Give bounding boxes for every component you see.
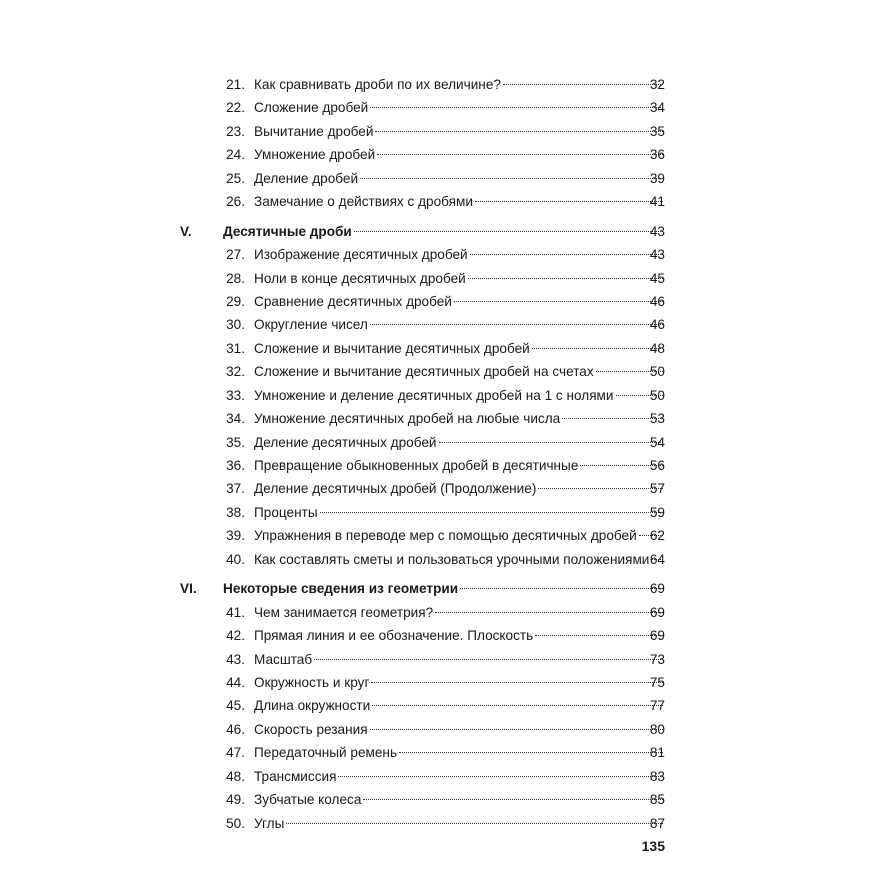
toc-entry-number: 21. [226,77,245,92]
toc-entry-number: 30. [226,317,245,333]
toc-entry [0,671,887,694]
toc-entry-title: Окружность и круг [254,674,370,690]
toc-entry [0,765,887,788]
toc-entry-title: Сравнение десятичных дробей [254,293,452,309]
toc-entry-number: 28. [226,270,245,286]
toc-entry-title: Ноли в конце десятичных дробей [254,270,466,286]
toc-entry-page: 48 [649,340,665,356]
toc-entry-leader [254,243,665,266]
dot-leader [454,301,663,302]
dot-leader [375,131,663,132]
table-of-contents [0,73,887,835]
toc-entry-number: 23. [226,123,245,139]
toc-entry-number: 43. [226,651,245,667]
toc-entry-number: 29. [226,293,245,309]
toc-entry-leader [254,407,665,430]
toc-entry-leader [254,431,665,454]
toc-entry-title: Десятичные дроби [223,223,352,239]
toc-entry-leader [254,360,665,383]
toc-entry-page: 69 [649,581,665,597]
toc-entry-page: 50 [649,364,665,380]
toc-entry-page: 32 [649,77,665,92]
toc-entry [0,501,887,524]
toc-entry-number: 44. [226,674,245,690]
toc-entry-leader [254,648,665,671]
toc-entry-title: Как составлять сметы и пользоваться урочными положениями [254,551,650,567]
toc-entry-leader [254,524,665,547]
dot-leader [370,107,663,108]
toc-entry [0,120,887,143]
toc-entry-leader [254,454,665,477]
dot-leader [354,231,663,232]
toc-entry-page: 85 [649,792,665,808]
dot-leader [538,488,663,489]
dot-leader [363,799,663,800]
toc-entry-title: Сложение дробей [254,100,369,116]
toc-entry [0,718,887,741]
toc-entry-leader [254,501,665,524]
dot-leader [435,612,663,613]
toc-entry-number: 49. [226,792,245,808]
toc-entry-title: Деление дробей [254,170,359,186]
toc-entry-title: Сложение и вычитание десятичных дробей на счетах [254,364,594,380]
toc-entry-title: Изображение десятичных дробей [254,247,468,263]
toc-entry-page: 69 [649,604,665,620]
toc-entry-page: 69 [649,628,665,644]
toc-entry-number: 38. [226,504,245,520]
toc-entry-title: Как сравнивать дроби по их величине? [254,77,501,92]
toc-entry-title: Трансмиссия [254,768,337,784]
toc-entry-leader [254,624,665,647]
dot-leader [535,635,663,636]
toc-entry-title: Длина окружности [254,698,371,714]
toc-entry-number: 42. [226,628,245,644]
toc-entry-number: 46. [226,721,245,737]
toc-entry [0,624,887,647]
toc-entry [0,601,887,624]
toc-entry-title: Упражнения в переводе мер с помощью десятичных дробей [254,528,637,544]
toc-entry-title: Превращение обыкновенных дробей в десятичные [254,458,579,473]
toc-entry-number: 48. [226,768,245,784]
toc-entry-leader [254,694,665,717]
toc-entry [0,267,887,290]
toc-entry-leader [254,765,665,788]
toc-entry-number: 47. [226,745,245,761]
toc-entry-page: 34 [649,100,665,116]
toc-entry-title: Углы [254,815,285,831]
toc-entry-page: 64 [649,551,665,567]
toc-entry [0,477,887,500]
toc-entry [0,431,887,454]
toc-entry [0,73,887,96]
toc-entry-page: 83 [649,768,665,784]
toc-entry-title: Умножение и деление десятичных дробей на 1 с нолями [254,387,614,403]
toc-entry-page: 50 [649,387,665,403]
toc-entry-leader [254,741,665,764]
toc-entry-leader [254,671,665,694]
toc-entry-page: 59 [649,504,665,520]
toc-entry [0,384,887,407]
toc-entry-page: 43 [649,247,665,263]
toc-entry-title: Умножение десятичных дробей на любые числа [254,411,561,427]
toc-entry [0,812,887,835]
toc-entry-number: VI. [180,581,197,597]
toc-entry-page: 56 [649,458,665,473]
toc-entry-page: 77 [649,698,665,714]
toc-entry-page: 39 [649,170,665,186]
dot-leader [377,154,663,155]
toc-entry-page: 53 [649,411,665,427]
toc-entry-leader [254,120,665,143]
toc-entry-number: 26. [226,194,245,210]
toc-entry [0,741,887,764]
toc-entry-number: 34. [226,411,245,427]
toc-entry-leader [254,96,665,119]
toc-section-heading [0,577,887,600]
dot-leader [372,705,663,706]
toc-entry-page: 46 [649,293,665,309]
dot-leader [286,823,663,824]
toc-entry-page: 87 [649,815,665,831]
toc-entry-page: 35 [649,123,665,139]
toc-entry [0,313,887,336]
toc-entry-title: Проценты [254,504,318,520]
toc-entry-leader [254,73,665,96]
toc-entry-title: Чем занимается геометрия? [254,604,434,620]
toc-entry-number: 27. [226,247,245,263]
toc-entry-leader [254,601,665,624]
toc-entry-title: Масштаб [254,651,313,667]
toc-entry-title: Сложение и вычитание десятичных дробей [254,340,530,356]
toc-entry-leader [254,313,665,336]
toc-entry-page: 81 [649,745,665,761]
toc-entry-title: Некоторые сведения из геометрии [223,581,459,597]
toc-entry-page: 43 [649,223,665,239]
toc-entry-number: 31. [226,340,245,356]
toc-entry-page: 41 [649,194,665,210]
toc-entry-number: 33. [226,387,245,403]
toc-entry-number: 22. [226,100,245,116]
toc-entry-number: 40. [226,551,245,567]
toc-entry-leader [254,167,665,190]
dot-leader [532,348,663,349]
toc-entry-title: Передаточный ремень [254,745,398,761]
toc-entry [0,96,887,119]
toc-entry-number: 37. [226,481,245,497]
toc-entry-page: 75 [649,674,665,690]
toc-entry-page: 73 [649,651,665,667]
toc-entry-number: 35. [226,434,245,450]
dot-leader [320,512,663,513]
toc-entry-page: 80 [649,721,665,737]
dot-leader [468,278,663,279]
toc-entry-leader [254,190,665,213]
toc-entry-leader [254,290,665,313]
toc-entry-number: 25. [226,170,245,186]
toc-entry-page: 62 [649,528,665,544]
toc-entry [0,788,887,811]
dot-leader [399,752,663,753]
dot-leader [475,201,663,202]
toc-entry-page: 46 [649,317,665,333]
toc-entry-leader [254,788,665,811]
toc-entry-title: Зубчатые колеса [254,792,362,808]
toc-entry-page: 45 [649,270,665,286]
toc-entry [0,524,887,547]
toc-entry-title: Умножение дробей [254,147,376,163]
toc-entry-number: 32. [226,364,245,380]
dot-leader [439,442,664,443]
toc-entry [0,360,887,383]
toc-entry-title: Округление чисел [254,317,368,333]
toc-entry-title: Деление десятичных дробей (Продолжение) [254,481,537,497]
toc-entry [0,648,887,671]
dot-leader [503,84,663,85]
toc-entry-page: 54 [649,434,665,450]
toc-entry-title: Деление десятичных дробей [254,434,437,450]
toc-entry-number: V. [180,223,192,239]
toc-entry [0,243,887,266]
toc-entry-leader [254,143,665,166]
toc-entry-title: Прямая линия и ее обозначение. Плоскость [254,628,534,644]
dot-leader [360,178,663,179]
toc-entry-leader [223,577,665,600]
dot-leader [370,324,663,325]
toc-section-heading [0,220,887,243]
toc-entry-leader [254,337,665,360]
dot-leader [370,729,663,730]
toc-entry-leader [254,548,665,571]
toc-entry-number: 24. [226,147,245,163]
dot-leader [314,659,663,660]
page-number: 135 [641,838,665,854]
toc-entry [0,407,887,430]
toc-entry-number: 36. [226,458,245,473]
toc-entry [0,190,887,213]
toc-entry-title: Скорость резания [254,721,368,737]
dot-leader [338,776,663,777]
dot-leader [371,682,663,683]
dot-leader [470,254,663,255]
toc-entry [0,548,887,571]
toc-entry-number: 41. [226,604,245,620]
toc-entry-number: 50. [226,815,245,831]
toc-entry-page: 57 [649,481,665,497]
toc-entry [0,143,887,166]
toc-entry-number: 45. [226,698,245,714]
toc-entry-title: Замечание о действиях с дробями [254,194,473,210]
toc-entry-leader [254,477,665,500]
dot-leader [460,588,663,589]
toc-entry-leader [254,718,665,741]
toc-entry [0,290,887,313]
toc-entry-leader [223,220,665,243]
toc-entry [0,167,887,190]
toc-entry-leader [254,812,665,835]
toc-entry [0,694,887,717]
dot-leader [562,418,663,419]
toc-entry-title: Вычитание дробей [254,123,374,139]
toc-entry-leader [254,267,665,290]
toc-entry-leader [254,384,665,407]
toc-entry [0,337,887,360]
toc-entry-number: 39. [226,528,245,544]
toc-entry-page: 36 [649,147,665,163]
toc-entry [0,454,887,477]
